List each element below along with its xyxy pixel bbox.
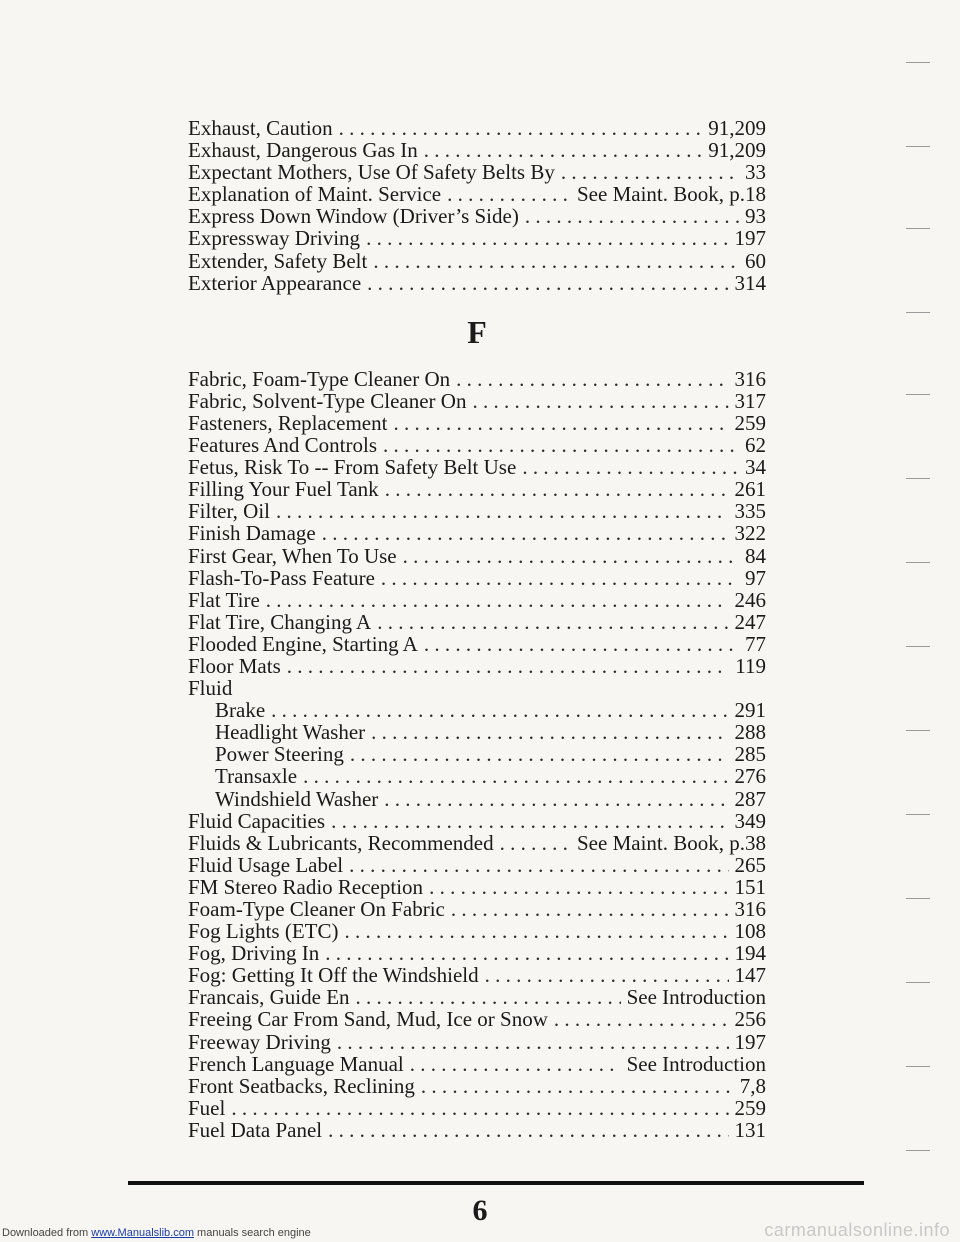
dot-leader: [367, 272, 728, 294]
dot-leader: [328, 1119, 728, 1141]
index-subentry: [188, 699, 766, 721]
index-entry: [188, 139, 766, 161]
entry-page-reference: 276: [734, 764, 766, 789]
entry-term: Extender, Safety Belt: [188, 248, 368, 273]
index-entry: [188, 1031, 766, 1053]
entry-term: Francais, Guide En: [188, 985, 350, 1010]
dot-leader: [371, 721, 728, 743]
entry-page-reference: 317: [734, 388, 766, 413]
entry-term: Fog: Getting It Off the Windshield: [188, 963, 479, 988]
entry-page-reference: 265: [734, 852, 766, 877]
dot-leader: [485, 964, 729, 986]
entry-page-reference: 256: [734, 1007, 766, 1032]
entry-term: Fog, Driving In: [188, 941, 320, 966]
entry-page-reference: 77: [745, 631, 766, 656]
entry-term: Floor Mats: [188, 653, 281, 678]
entry-page-reference: 194: [734, 941, 766, 966]
dot-leader: [381, 567, 739, 589]
entry-term: Filling Your Fuel Tank: [188, 477, 379, 502]
index-entry: [188, 986, 766, 1008]
entry-page-reference: 316: [734, 897, 766, 921]
index-entry: [188, 876, 766, 898]
entry-page-reference: See Maint. Book, p.18: [577, 182, 766, 207]
dot-leader: [424, 633, 739, 655]
entry-page-reference: 131: [734, 1117, 766, 1142]
dot-leader: [451, 898, 729, 920]
index-entry: [188, 500, 766, 522]
dot-leader: [421, 1075, 734, 1097]
index-subentry: [188, 765, 766, 787]
entry-page-reference: See Introduction: [626, 985, 766, 1010]
index-entry: [188, 920, 766, 942]
dot-leader: [561, 161, 739, 183]
dot-leader: [472, 390, 728, 412]
entry-page-reference: 60: [745, 248, 766, 273]
entry-page-reference: 247: [734, 609, 766, 634]
dot-leader: [231, 1097, 728, 1119]
entry-term: Power Steering: [215, 742, 344, 767]
dot-leader: [410, 1053, 621, 1075]
entry-page-reference: 91,209: [708, 138, 766, 163]
index-entry: [188, 1075, 766, 1097]
entry-term: Finish Damage: [188, 521, 316, 546]
section-letter-heading: F: [467, 313, 487, 350]
entry-term: Exhaust, Dangerous Gas In: [188, 138, 418, 163]
index-entry: [188, 117, 766, 139]
entry-term: Headlight Washer: [215, 720, 366, 745]
entry-term: Fluid Usage Label: [188, 852, 344, 877]
entry-page-reference: 285: [734, 742, 766, 767]
entry-term: Expressway Driving: [188, 226, 361, 251]
index-entry: [188, 832, 766, 854]
watermark-suffix: manuals search engine: [193, 1227, 311, 1239]
entry-page-reference: See Maint. Book, p.38: [577, 830, 766, 855]
entry-page-reference: 335: [734, 499, 766, 524]
entry-page-reference: 119: [735, 653, 766, 678]
entry-page-reference: 349: [734, 808, 766, 833]
entry-term: Exhaust, Caution: [188, 116, 333, 140]
page-number: 6: [472, 1194, 488, 1227]
index-entry: [188, 434, 766, 456]
dot-leader: [377, 611, 728, 633]
dot-leader: [403, 545, 739, 567]
entry-term: Brake: [215, 698, 266, 723]
index-entry: [188, 250, 766, 272]
entry-term: Flat Tire, Changing A: [188, 609, 372, 634]
entry-page-reference: 151: [734, 874, 766, 899]
download-watermark: [2, 1227, 311, 1239]
entry-term: Front Seatbacks, Reclining: [188, 1073, 415, 1098]
entry-term: Explanation of Maint. Service: [188, 182, 442, 207]
entry-term: Fluid: [188, 676, 233, 701]
index-entry: [188, 272, 766, 294]
index-entry: [188, 898, 766, 920]
entry-page-reference: 62: [745, 433, 766, 458]
entry-term: Fetus, Risk To -- From Safety Belt Use: [188, 455, 517, 480]
entry-page-reference: 7,8: [739, 1073, 766, 1098]
index-entry: [188, 677, 766, 699]
footer-rule: [128, 1181, 864, 1185]
entry-term: Fluid Capacities: [188, 808, 326, 833]
entry-page-reference: 288: [734, 720, 766, 745]
index-entry: [188, 854, 766, 876]
dot-leader: [522, 456, 739, 478]
entry-page-reference: 259: [734, 1095, 766, 1120]
dot-leader: [350, 743, 729, 765]
index-entry: [188, 1008, 766, 1030]
dot-leader: [337, 1031, 729, 1053]
entry-term: FM Stereo Radio Reception: [188, 874, 424, 899]
entry-page-reference: 287: [734, 786, 766, 811]
entry-term: Flash-To-Pass Feature: [188, 565, 375, 590]
entry-page-reference: 108: [734, 919, 766, 944]
site-watermark: carmanualsonline.info: [764, 1220, 950, 1240]
entry-page-reference: 33: [745, 160, 766, 185]
index-entry: [188, 412, 766, 434]
dot-leader: [366, 227, 728, 249]
dot-leader: [339, 117, 703, 139]
entry-page-reference: 261: [734, 477, 766, 502]
entry-page-reference: 316: [734, 366, 766, 391]
index-entry: [188, 368, 766, 390]
entry-term: Express Down Window (Driver’s Side): [188, 204, 519, 229]
dot-leader: [383, 434, 739, 456]
dot-leader: [287, 655, 730, 677]
entry-page-reference: 147: [734, 963, 766, 988]
dot-leader: [456, 368, 728, 390]
entry-page-reference: 322: [734, 521, 766, 546]
dot-leader: [325, 942, 728, 964]
dot-leader: [266, 589, 729, 611]
index-entry: [188, 456, 766, 478]
entry-page-reference: 246: [734, 587, 766, 612]
index-entry: [188, 567, 766, 589]
index-entry: [188, 633, 766, 655]
dot-leader: [303, 765, 728, 787]
entry-term: Fabric, Foam-Type Cleaner On: [188, 366, 451, 391]
dot-leader: [345, 920, 729, 942]
index-entry: [188, 810, 766, 832]
dot-leader: [447, 183, 571, 205]
entry-page-reference: 314: [734, 270, 766, 295]
index-entry: [188, 161, 766, 183]
watermark-prefix: Downloaded from: [2, 1227, 92, 1239]
entry-term: Fuel: [188, 1095, 226, 1120]
index-subentry: [188, 743, 766, 765]
index-section: [188, 308, 766, 1141]
entry-term: Fabric, Solvent-Type Cleaner On: [188, 388, 467, 413]
dot-leader: [429, 876, 728, 898]
index-entry: [188, 611, 766, 633]
entry-term: Windshield Washer: [215, 786, 379, 811]
dot-leader: [384, 788, 728, 810]
entry-term: Fluids & Lubricants, Recommended: [188, 830, 494, 855]
entry-page-reference: 84: [745, 543, 766, 568]
entry-term: Transaxle: [215, 764, 298, 789]
entry-term: Expectant Mothers, Use Of Safety Belts By: [188, 160, 555, 185]
dot-leader: [349, 854, 728, 876]
index-entry: [188, 227, 766, 249]
index-subentry: [188, 788, 766, 810]
entry-term: Foam-Type Cleaner On Fabric: [188, 897, 445, 921]
dot-leader: [393, 412, 728, 434]
dot-leader: [373, 250, 739, 272]
index-section: [188, 117, 766, 294]
entry-page-reference: 97: [745, 565, 766, 590]
entry-term: Flat Tire: [188, 587, 260, 612]
dot-leader: [331, 810, 728, 832]
entry-term: Freeway Driving: [188, 1029, 331, 1054]
entry-page-reference: 197: [734, 226, 766, 251]
index-entry: [188, 655, 766, 677]
entry-term: Fuel Data Panel: [188, 1117, 323, 1142]
dot-leader: [276, 500, 729, 522]
dot-leader: [271, 699, 728, 721]
dot-leader: [500, 832, 571, 854]
index-entry: [188, 589, 766, 611]
entry-term: Filter, Oil: [188, 499, 270, 524]
entry-page-reference: 91,209: [708, 116, 766, 140]
page-edge-marks: [890, 50, 930, 1170]
dot-leader: [385, 478, 729, 500]
dot-leader: [525, 205, 739, 227]
index-entry: [188, 478, 766, 500]
dot-leader: [424, 139, 702, 161]
index-entry: [188, 522, 766, 544]
entry-page-reference: 259: [734, 410, 766, 435]
dot-leader: [554, 1008, 729, 1030]
index-entry: [188, 545, 766, 567]
index-entry: [188, 1097, 766, 1119]
index-entry: [188, 205, 766, 227]
entry-page-reference: 34: [745, 455, 766, 480]
entry-page-reference: 291: [734, 698, 766, 723]
entry-term: French Language Manual: [188, 1051, 404, 1076]
index-list: [188, 117, 766, 1141]
entry-term: Features And Controls: [188, 433, 377, 458]
index-entry: [188, 964, 766, 986]
entry-term: Exterior Appearance: [188, 270, 362, 295]
entry-term: First Gear, When To Use: [188, 543, 397, 568]
dot-leader: [356, 986, 621, 1008]
index-entry: [188, 942, 766, 964]
index-entry: [188, 390, 766, 412]
index-entry: [188, 1053, 766, 1075]
dot-leader: [322, 522, 729, 544]
entry-page-reference: 197: [734, 1029, 766, 1054]
entry-term: Freeing Car From Sand, Mud, Ice or Snow: [188, 1007, 548, 1032]
index-entry: [188, 1119, 766, 1141]
entry-term: Fog Lights (ETC): [188, 919, 339, 944]
index-subentry: [188, 721, 766, 743]
entry-term: Fasteners, Replacement: [188, 410, 388, 435]
entry-page-reference: 93: [745, 204, 766, 229]
index-entry: [188, 183, 766, 205]
entry-page-reference: See Introduction: [626, 1051, 766, 1076]
entry-term: Flooded Engine, Starting A: [188, 631, 418, 656]
manualslib-link[interactable]: www.Manualslib.com: [91, 1227, 194, 1239]
